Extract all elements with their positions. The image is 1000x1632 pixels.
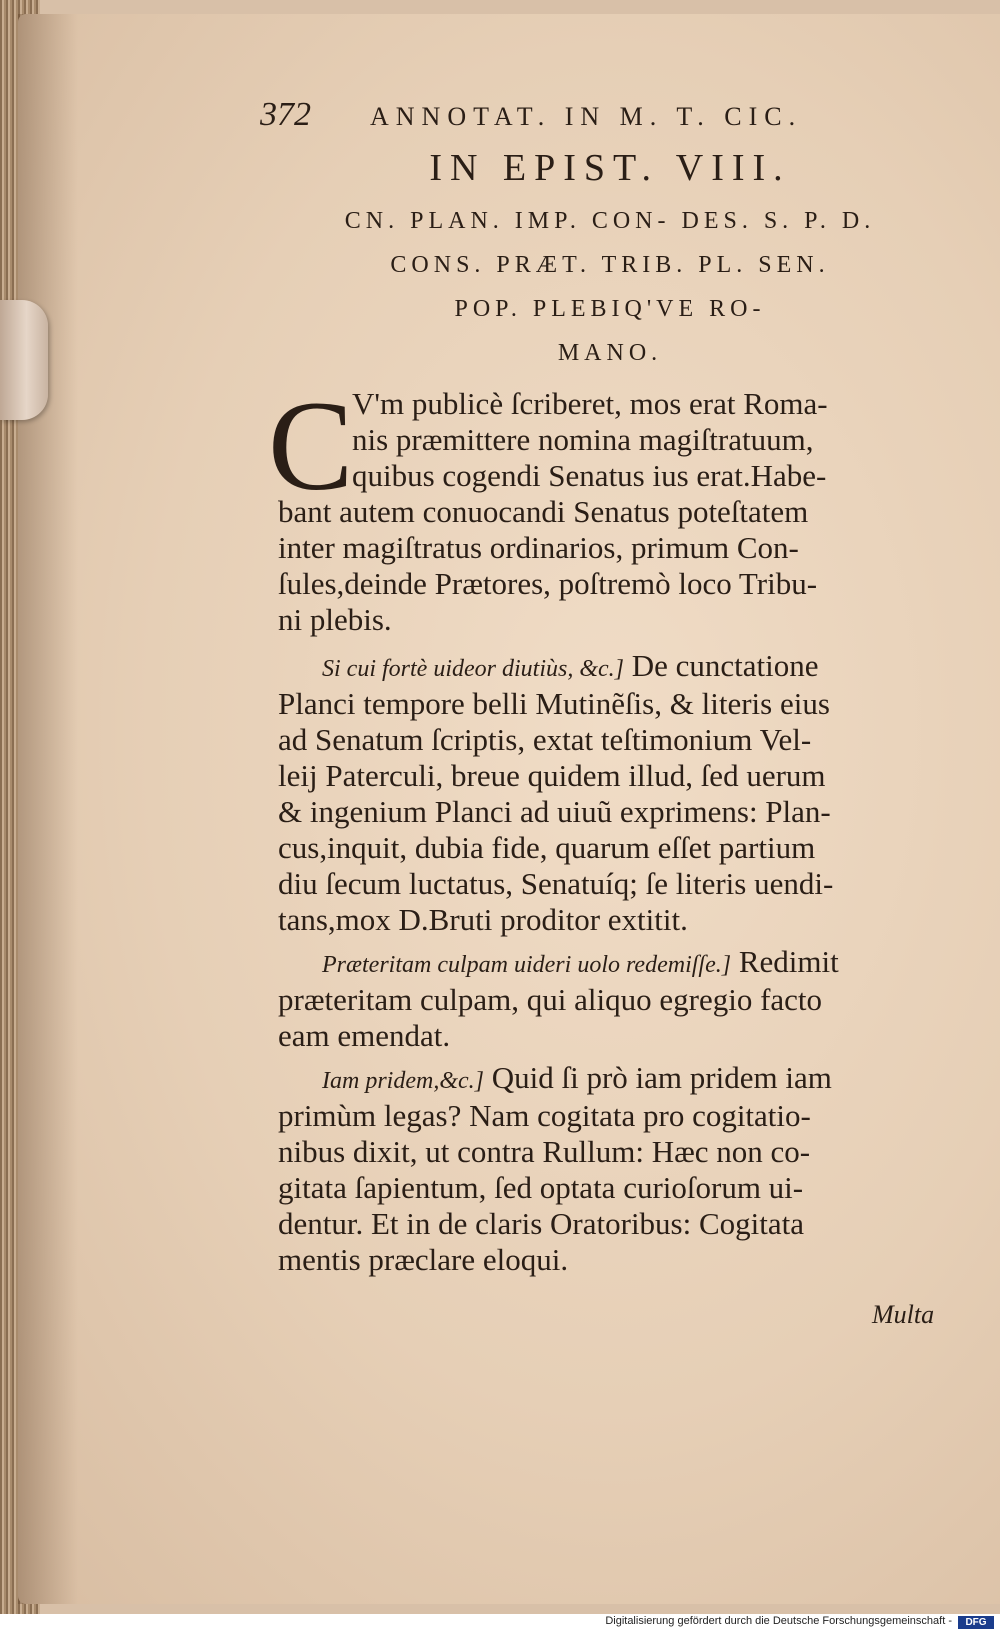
address-line-3: POP. PLEBIQ'VE RO- xyxy=(454,296,766,322)
address-line-2: CONS. PRÆT. TRIB. PL. SEN. xyxy=(390,252,830,278)
text-line: diu ſecum luctatus, Senatuíq; ſe literis uendi- xyxy=(278,866,834,901)
text-line: primùm legas? Nam cogitata pro cogitatio- xyxy=(278,1098,811,1133)
text-line: quibus cogendi Senatus ius erat.Habe- xyxy=(352,458,827,493)
text-line: ſules,deinde Prætores, poſtremò loco Tribu- xyxy=(278,566,818,601)
lemma: Si cui fortè uideor diutiùs, &c.] xyxy=(322,656,624,682)
running-head-title: ANNOTAT. IN M. T. CIC. xyxy=(370,102,803,131)
paragraph-start xyxy=(322,1060,832,1096)
lemma: Præteritam culpam uideri uolo redemiſſe.] xyxy=(322,952,732,978)
paragraph-start xyxy=(322,944,839,980)
text-line: nis præmittere nomina magiſtratuum, xyxy=(352,422,814,457)
text-line: mentis præclare eloqui. xyxy=(278,1242,569,1277)
text-line: bant autem conuocandi Senatus poteſtatem xyxy=(278,494,809,529)
address-line-4: MANO. xyxy=(557,340,663,366)
text-line: dentur. Et in de claris Oratoribus: Cogitata xyxy=(278,1206,805,1241)
gutter-shadow xyxy=(18,14,78,1604)
section-title: IN EPIST. VIII. xyxy=(429,147,791,189)
text-line: ad Senatum ſcriptis, extat teſtimonium Vel- xyxy=(278,722,812,757)
text-line: V'm publicè ſcriberet, mos erat Roma- xyxy=(352,386,828,421)
lemma-gloss: De cunctatione xyxy=(631,648,819,683)
text-line: ni plebis. xyxy=(278,602,392,637)
text-line: & ingenium Planci ad uiuũ exprimens: Plan- xyxy=(278,794,831,829)
page-number: 372 xyxy=(260,96,311,133)
text-line: inter magiſtratus ordinarios, primum Con- xyxy=(278,530,799,565)
text-line: nibus dixit, ut contra Rullum: Hæc non co- xyxy=(278,1134,811,1169)
text-line: eam emendat. xyxy=(278,1018,451,1053)
lemma-gloss: Quid ſi prò iam pridem iam xyxy=(491,1060,832,1095)
catchword: Multa xyxy=(872,1300,935,1329)
text-line: tans,mox D.Bruti proditor extitit. xyxy=(278,902,688,937)
lemma-gloss: Redimit xyxy=(738,944,839,979)
text-line: gitata ſapientum, ſed optata curioſorum ui- xyxy=(278,1170,804,1205)
text-line: Planci tempore belli Mutinẽſis, & literis eius xyxy=(278,686,830,721)
drop-cap: C xyxy=(268,375,354,517)
dfg-logo: DFG xyxy=(958,1616,994,1629)
text-line: cus,inquit, dubia fide, quarum eſſet partium xyxy=(278,830,816,865)
running-head xyxy=(260,96,960,146)
address-line-1: CN. PLAN. IMP. CON- DES. S. P. D. xyxy=(344,208,876,234)
page-clip xyxy=(0,300,48,420)
digitization-footer xyxy=(0,1614,1000,1632)
footer-credit: Digitalisierung gefördert durch die Deutsche Forschungsgemeinschaft - xyxy=(605,1615,952,1627)
paragraph-start xyxy=(322,648,819,684)
lemma: Iam pridem,&c.] xyxy=(322,1068,484,1094)
text-line: leij Paterculi, breue quidem illud, ſed uerum xyxy=(278,758,826,793)
text-line: præteritam culpam, qui aliquo egregio facto xyxy=(278,982,823,1017)
